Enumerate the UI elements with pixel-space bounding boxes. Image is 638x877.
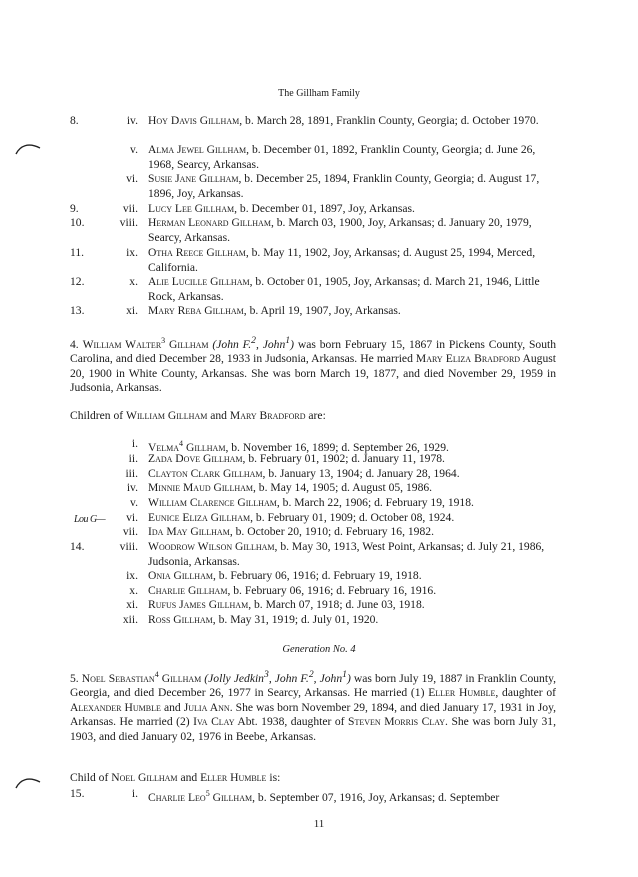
person-name: William Walter$^3$ Gillham bbox=[82, 336, 209, 351]
child-name: Onia Gillham bbox=[148, 569, 213, 582]
entry-text-1: was born February 15, 1867 in Pickens County, South Carolina, and died December 28, 1933 in Judsonia, Arkansas. He married bbox=[70, 337, 557, 366]
child-details: , b. May 30, 1913, West Point, Arkansas; d. July 21, 1986, Judsonia, Arkansas. bbox=[148, 540, 545, 568]
handwritten-note: Lou G— bbox=[74, 514, 106, 525]
child-name: William Clarence Gillham bbox=[148, 496, 277, 509]
margin-mark-top bbox=[14, 140, 44, 156]
child-text bbox=[148, 304, 548, 319]
child-text bbox=[148, 496, 548, 511]
child-details: , b. March 22, 1906; d. February 19, 1918. bbox=[276, 496, 474, 509]
children-heading-5: Child of Noel Gillham and Eller Humble is: bbox=[70, 771, 281, 784]
person-name: Noel Sebastian$^4$ Gillham bbox=[81, 670, 202, 685]
child-surname: Gillham bbox=[212, 790, 253, 804]
person-entry-5: 5. Noel Sebastian$^4$ Gillham (Jolly Jedkin$^3$, John F.$^2$, John$^1$) was born July 19, 1887 in Franklin County, Georgia, and died December 26, 1977 in Searcy, Arkansas. He married (1) Eller Humble, daughter of Alexander Humble and Julia Ann. She was born November 29, 1894, and died January 17, 1931 in Joy, Arkansas. He married (2) Iva Clay Abt. 1938, daughter of Steven Morris Clay. She was born July 31, 1903, and died January 02, 1976 in Beebe, Arkansas. bbox=[70, 669, 557, 743]
lineage: (Jolly Jedkin$^3$, John F.$^2$, John$^1$) bbox=[204, 669, 351, 685]
child-details: , b. December 01, 1897, Joy, Arkansas. bbox=[234, 202, 415, 215]
generation-superscript: 4 bbox=[179, 439, 184, 448]
child-name: Charlie Gillham bbox=[148, 584, 228, 597]
child-ordinal: i. bbox=[131, 787, 138, 800]
child-details: , b. March 07, 1918; d. June 03, 1918. bbox=[248, 598, 425, 611]
child-text bbox=[148, 511, 548, 526]
child-details: , b. May 14, 1905; d. August 05, 1986. bbox=[253, 481, 433, 494]
lineage: (John F.$^2$, John$^1$) bbox=[212, 335, 294, 351]
child-text bbox=[148, 114, 548, 129]
child-details: , b. October 01, 1905, Joy, Arkansas; d. March 21, 1946, Little Rock, Arkansas. bbox=[148, 275, 540, 303]
child-ordinal: x. bbox=[129, 584, 138, 597]
child-name: Velma bbox=[148, 440, 180, 454]
child-details: , b. April 19, 1907, Joy, Arkansas. bbox=[243, 304, 401, 317]
generation-heading: Generation No. 4 bbox=[282, 644, 356, 655]
child-ordinal: v. bbox=[130, 143, 138, 156]
child-text bbox=[148, 613, 548, 628]
child-details: , b. February 06, 1916; d. February 19, 1918. bbox=[212, 569, 422, 582]
child-details: , b. May 31, 1919; d. July 01, 1920. bbox=[212, 613, 379, 626]
child-name: Alma Jewel Gillham bbox=[148, 143, 247, 156]
child-ordinal: vi. bbox=[126, 511, 138, 524]
child-text bbox=[148, 569, 548, 584]
entry-number: 4. bbox=[70, 337, 79, 351]
child-ordinal: v. bbox=[130, 496, 138, 509]
child-name: Alie Lucille Gillham bbox=[148, 275, 250, 288]
child-name: Clayton Clark Gillham bbox=[148, 467, 263, 480]
entry-number: 5. bbox=[70, 671, 79, 685]
spouse-name: Mary Eliza Bradford bbox=[415, 352, 521, 366]
child-text bbox=[148, 540, 548, 569]
child-text bbox=[148, 202, 548, 217]
generation-number: 11. bbox=[70, 246, 85, 259]
child-details: , b. October 20, 1910; d. February 16, 1982. bbox=[229, 525, 434, 538]
child-name: Ida May Gillham bbox=[148, 525, 230, 538]
child-name: Rufus James Gillham bbox=[148, 598, 249, 611]
page-number: 11 bbox=[313, 818, 325, 830]
child-ordinal: xii. bbox=[122, 613, 138, 626]
child-text bbox=[148, 525, 548, 540]
child-text bbox=[148, 216, 548, 245]
child-ordinal: i. bbox=[131, 437, 138, 450]
person-entry-4 bbox=[70, 334, 556, 396]
child-ordinal: ix. bbox=[126, 569, 138, 582]
generation-number: 15. bbox=[70, 787, 85, 800]
child-ordinal: ii. bbox=[128, 452, 138, 465]
child-ordinal: ix. bbox=[126, 246, 138, 259]
child-name: Charlie Leo bbox=[148, 790, 206, 804]
generation-number: 9. bbox=[70, 202, 79, 215]
child-ordinal: vi. bbox=[126, 172, 138, 185]
child-text bbox=[148, 143, 548, 172]
child-text bbox=[148, 452, 548, 467]
child-name: Hoy Davis Gillham bbox=[148, 114, 240, 127]
entry-text-2: August 20, 1900 in White County, Arkansas. She was born March 19, 1877, and died November 29, 1959 in Judsonia, Arkansas. bbox=[70, 352, 556, 395]
generation-superscript: 5 bbox=[205, 789, 210, 798]
margin-mark-bottom bbox=[14, 774, 44, 790]
child-name: Herman Leonard Gillham bbox=[148, 216, 271, 229]
child-name: Lucy Lee Gillham bbox=[148, 202, 235, 215]
child-text bbox=[148, 481, 548, 496]
generation-number: 14. bbox=[70, 540, 85, 553]
child-details: , b. December 25, 1894, Franklin County, Georgia; d. August 17, 1896, Joy, Arkansas. bbox=[148, 172, 540, 200]
generation-number: 10. bbox=[70, 216, 85, 229]
child-ordinal: vii. bbox=[122, 202, 138, 215]
child-ordinal: iv. bbox=[126, 114, 138, 127]
child-ordinal: vii. bbox=[122, 525, 138, 538]
child-name: Zada Dove Gillham bbox=[148, 452, 243, 465]
child-text bbox=[148, 467, 548, 482]
child-text bbox=[148, 246, 548, 275]
child-ordinal: x. bbox=[129, 275, 138, 288]
child-details: , b. February 01, 1909; d. October 08, 1924. bbox=[250, 511, 455, 524]
child-name: Susie Jane Gillham bbox=[148, 172, 239, 185]
child-ordinal: viii. bbox=[119, 540, 138, 553]
child-details: , b. September 07, 1916, Joy, Arkansas; d. September bbox=[252, 790, 500, 804]
generation-number: 8. bbox=[70, 114, 79, 127]
child-name: Otha Reece Gillham bbox=[148, 246, 246, 259]
child-text bbox=[148, 598, 548, 613]
child-name: Eunice Eliza Gillham bbox=[148, 511, 251, 524]
child-name: Ross Gillham bbox=[148, 613, 213, 626]
running-head: The Gillham Family bbox=[278, 88, 360, 99]
child-details: , b. March 03, 1900, Joy, Arkansas; d. January 20, 1979, Searcy, Arkansas. bbox=[148, 216, 532, 244]
child-text bbox=[148, 584, 548, 599]
generation-number: 13. bbox=[70, 304, 85, 317]
child-ordinal: iv. bbox=[126, 481, 138, 494]
child-text bbox=[148, 275, 548, 304]
child-ordinal: xi. bbox=[126, 598, 138, 611]
child-details: , b. May 11, 1902, Joy, Arkansas; d. August 25, 1994, Merced, California. bbox=[148, 246, 536, 274]
children-heading-4: Children of William Gillham and Mary Bradford are: bbox=[70, 409, 326, 422]
child-details: , b. December 01, 1892, Franklin County, Georgia; d. June 26, 1968, Searcy, Arkansas. bbox=[148, 143, 536, 171]
child-name: Woodrow Wilson Gillham bbox=[148, 540, 275, 553]
child-details: , b. January 13, 1904; d. January 28, 1964. bbox=[262, 467, 460, 480]
child-name: Mary Reba Gillham bbox=[148, 304, 244, 317]
child-surname: Gillham bbox=[185, 440, 226, 454]
child-text bbox=[148, 172, 548, 201]
child-details: , b. February 06, 1916; d. February 16, 1916. bbox=[227, 584, 437, 597]
child-ordinal: xi. bbox=[126, 304, 138, 317]
child-text bbox=[148, 787, 548, 805]
child-ordinal: viii. bbox=[119, 216, 138, 229]
generation-number: 12. bbox=[70, 275, 85, 288]
child-ordinal: iii. bbox=[125, 467, 138, 480]
child-details: , b. February 01, 1902; d. January 11, 1978. bbox=[242, 452, 445, 465]
child-name: Minnie Maud Gillham bbox=[148, 481, 253, 494]
child-details: , b. November 16, 1899; d. September 26, 1929. bbox=[225, 440, 449, 454]
child-details: , b. March 28, 1891, Franklin County, Georgia; d. October 1970. bbox=[239, 114, 539, 127]
